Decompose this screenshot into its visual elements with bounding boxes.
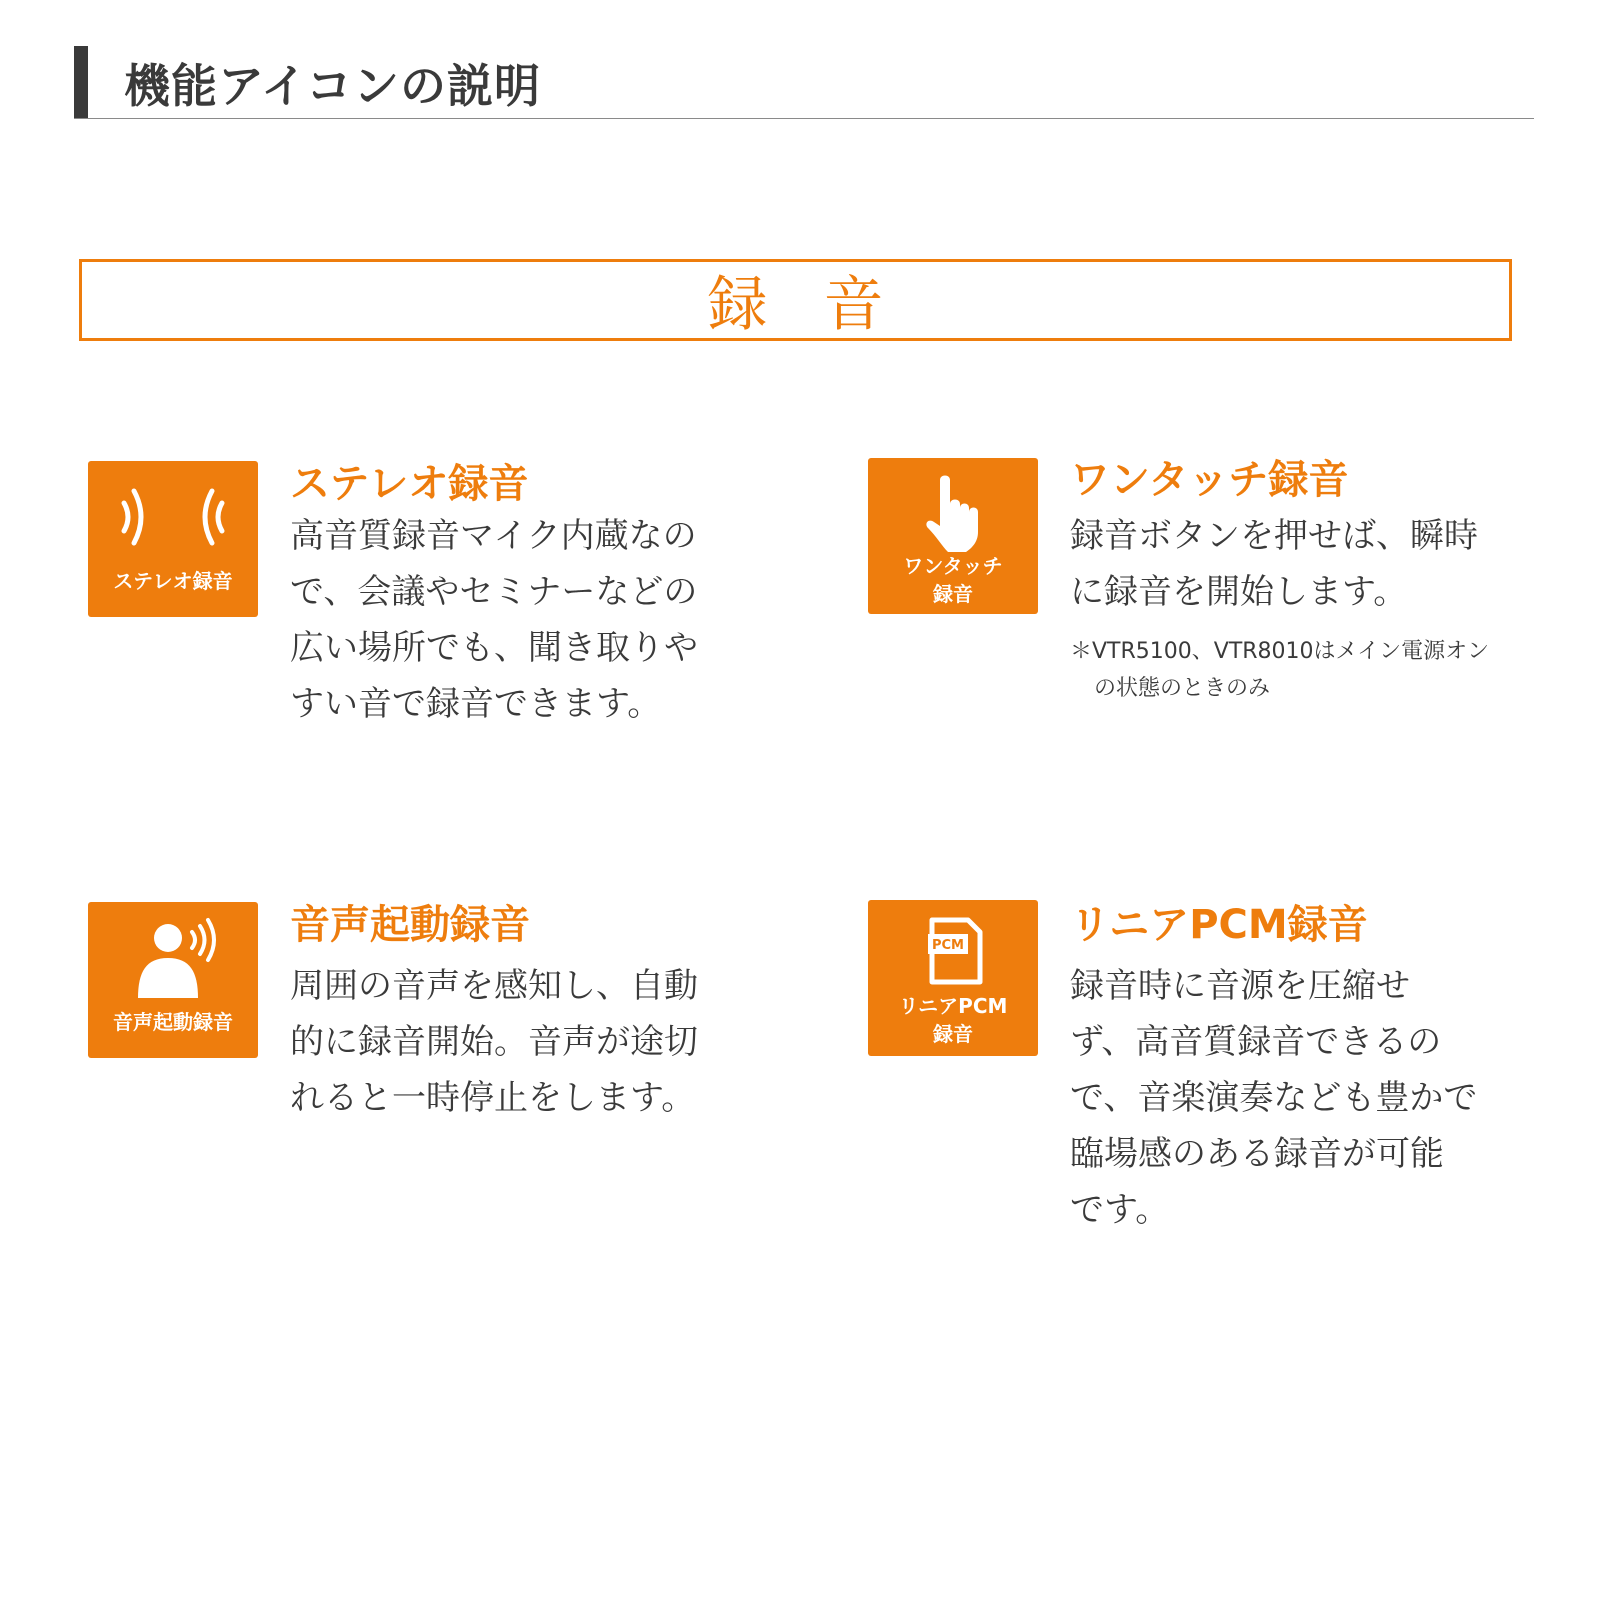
voice-activated-recording-tile-label: 音声起動録音	[113, 1010, 233, 1034]
stereo-recording-description	[290, 508, 698, 732]
description-line: 録音ボタンを押せば、瞬時	[1070, 516, 1478, 556]
note-line: ＊VTR5100、VTR8010はメイン電源オン	[1070, 639, 1490, 664]
one-touch-recording-tile-label-line: 録音	[933, 582, 973, 606]
linear-pcm-recording-tile-label-line: リニアPCM	[898, 994, 1008, 1018]
one-touch-recording-tile-label-line: ワンタッチ	[903, 554, 1003, 578]
description-line: 高音質録音マイク内蔵なの	[290, 516, 697, 556]
description-line: 的に録音開始。音声が途切	[290, 1022, 698, 1062]
description-line: 周囲の音声を感知し、自動	[290, 966, 698, 1006]
description-line: 臨場感のある録音が可能	[1070, 1134, 1444, 1174]
linear-pcm-recording-tile	[868, 900, 1038, 1056]
section-title: 録音	[707, 270, 940, 340]
one-touch-recording-title: ワンタッチ録音	[1070, 457, 1349, 503]
one-touch-recording-note	[1070, 633, 1489, 707]
stereo-recording-tile	[88, 461, 258, 617]
section-heading-box	[79, 259, 1512, 341]
one-touch-recording-tile	[868, 458, 1038, 614]
description-line: ず、高音質録音できるの	[1070, 1022, 1442, 1062]
description-line: すい音で録音できます。	[290, 684, 662, 724]
description-line: に録音を開始します。	[1070, 572, 1408, 612]
description-line: で、会議やセミナーなどの	[290, 572, 698, 612]
linear-pcm-recording-title: リニアPCM録音	[1070, 902, 1368, 948]
voice-activated-recording-tile	[88, 902, 258, 1058]
description-line: れると一時停止をします。	[290, 1078, 696, 1118]
pcm-icon-text: PCM	[931, 938, 965, 953]
voice-activated-recording-description	[290, 958, 698, 1126]
one-touch-recording-description	[1070, 508, 1478, 620]
linear-pcm-recording-tile-label-line: 録音	[933, 1022, 973, 1046]
page-header	[74, 46, 1534, 119]
voice-activated-recording-title: 音声起動録音	[290, 902, 530, 948]
description-line: 録音時に音源を圧縮せ	[1070, 966, 1410, 1006]
note-line: の状態のときのみ	[1094, 676, 1271, 701]
linear-pcm-recording-description	[1070, 958, 1477, 1238]
stereo-recording-tile-label: ステレオ録音	[113, 569, 233, 593]
stereo-recording-title: ステレオ録音	[290, 461, 529, 507]
page-title: 機能アイコンの説明	[124, 59, 542, 113]
header-accent-bar	[74, 46, 88, 118]
description-line: で、音楽演奏なども豊かで	[1070, 1078, 1478, 1118]
description-line: です。	[1070, 1190, 1170, 1230]
description-line: 広い場所でも、聞き取りや	[290, 628, 698, 668]
